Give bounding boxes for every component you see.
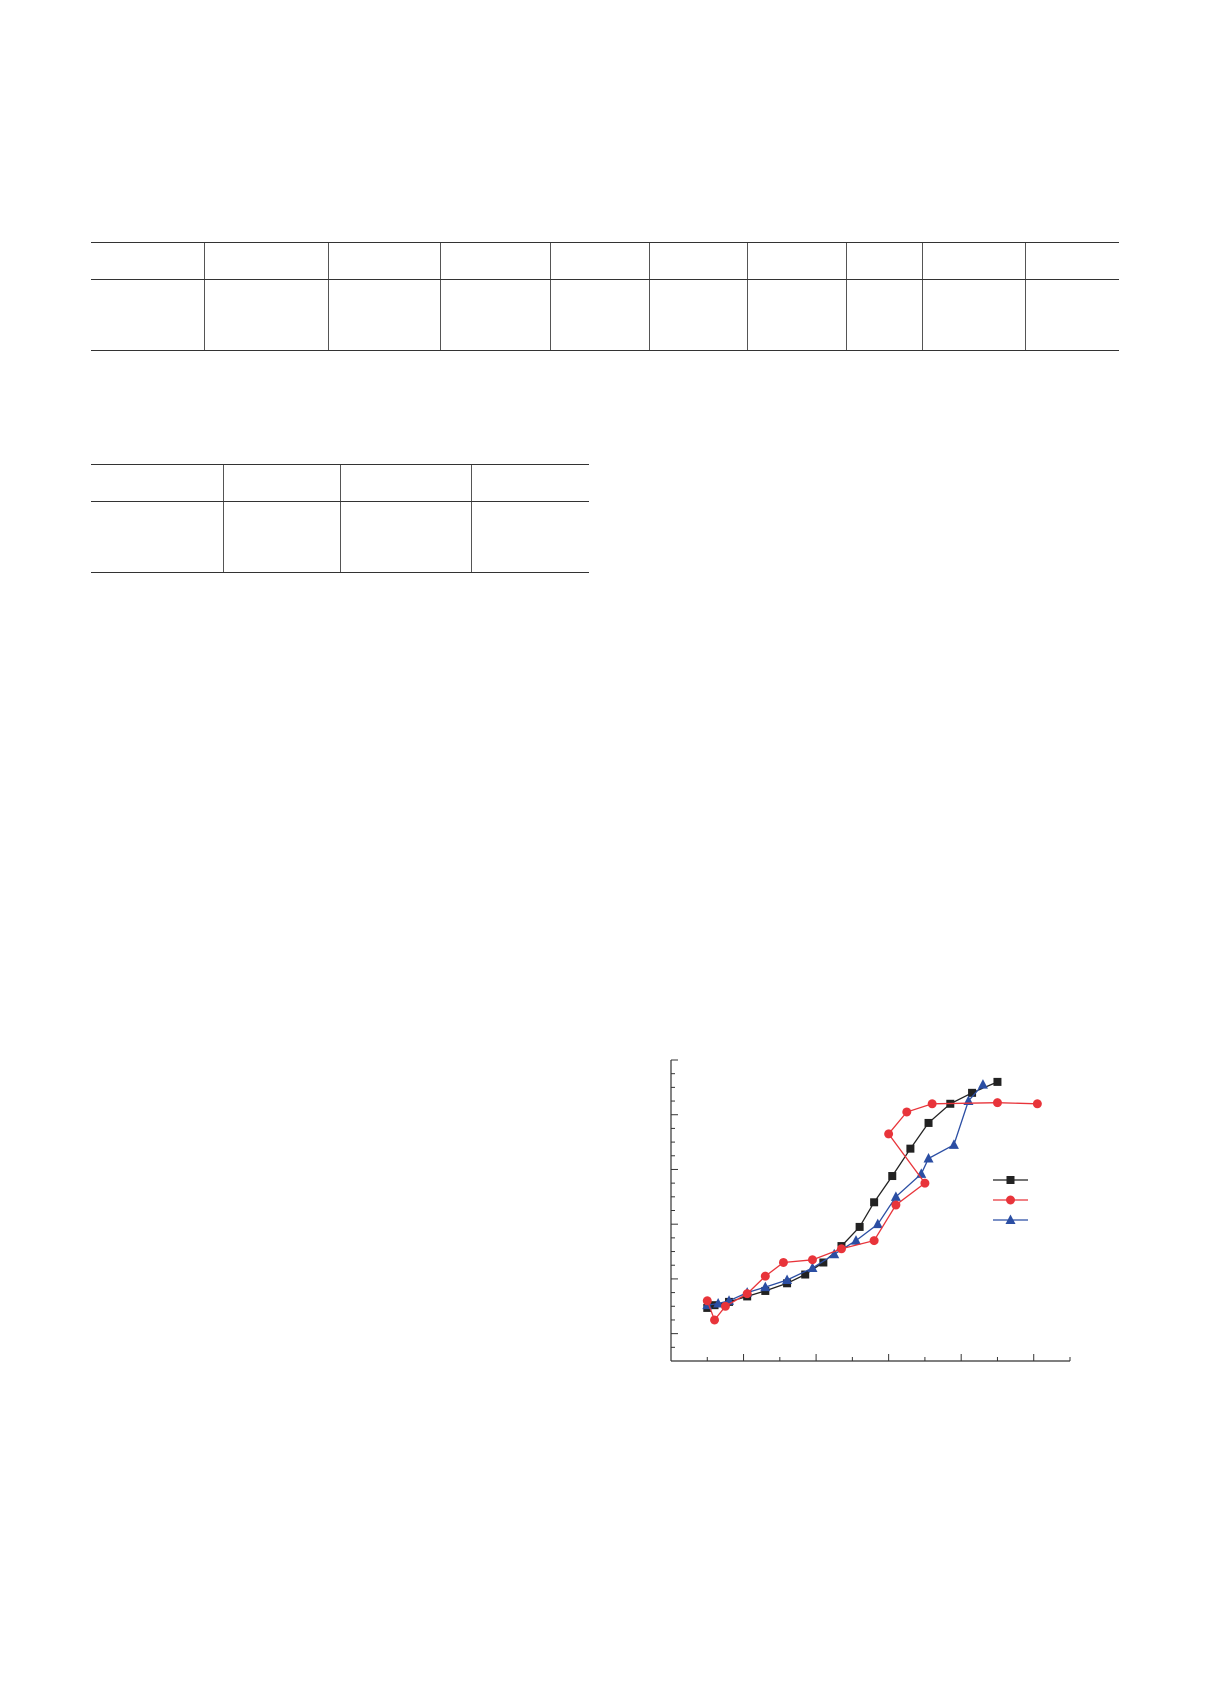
data-point-series-2 — [808, 1255, 817, 1264]
data-point-series-2 — [884, 1129, 893, 1138]
data-point-series-3 — [949, 1139, 959, 1149]
series-line-3 — [707, 1085, 983, 1306]
chart-series — [702, 1078, 1042, 1325]
table-cell — [846, 243, 922, 280]
data-point-series-2 — [779, 1258, 788, 1267]
data-point-series-1 — [906, 1145, 914, 1153]
data-point-series-3 — [891, 1191, 901, 1201]
table-cell — [550, 243, 649, 280]
data-point-series-3 — [924, 1153, 934, 1163]
table-cell — [91, 280, 204, 351]
table-cell — [922, 280, 1025, 351]
series-line-2 — [707, 1103, 1037, 1320]
data-point-series-2 — [743, 1289, 752, 1298]
data-point-series-2 — [928, 1099, 937, 1108]
table-cell — [91, 243, 204, 280]
legend-marker-1 — [1007, 1176, 1015, 1184]
table-cell — [223, 465, 340, 502]
table-cell — [649, 280, 747, 351]
table-cell — [204, 280, 328, 351]
table-cell — [91, 465, 223, 502]
table-cell — [204, 243, 328, 280]
table-cell — [1025, 280, 1119, 351]
data-point-series-2 — [837, 1244, 846, 1253]
table-cell — [922, 243, 1025, 280]
table-cell — [440, 243, 550, 280]
table-header-row — [91, 465, 589, 502]
data-point-series-2 — [870, 1236, 879, 1245]
data-point-series-2 — [993, 1098, 1002, 1107]
table-cell — [747, 243, 846, 280]
chart-legend — [993, 1176, 1028, 1224]
data-point-series-2 — [891, 1201, 900, 1210]
data-point-series-2 — [710, 1315, 719, 1324]
data-point-series-3 — [978, 1079, 988, 1089]
table-cell — [223, 502, 340, 573]
data-point-series-2 — [721, 1302, 730, 1311]
data-point-series-1 — [925, 1119, 933, 1127]
table-cell — [340, 465, 471, 502]
second-table — [91, 464, 589, 573]
table-cell — [550, 280, 649, 351]
table-cell — [471, 502, 589, 573]
table-cell — [328, 243, 440, 280]
legend-marker-3 — [1006, 1215, 1016, 1225]
table-cell — [747, 280, 846, 351]
data-point-series-2 — [703, 1296, 712, 1305]
data-point-series-1 — [888, 1172, 896, 1180]
table-row — [91, 502, 589, 573]
table-header-row — [91, 243, 1119, 280]
table-cell — [1025, 243, 1119, 280]
table-cell — [91, 502, 223, 573]
top-table — [91, 242, 1119, 351]
data-point-series-2 — [920, 1179, 929, 1188]
data-point-series-1 — [856, 1223, 864, 1231]
table-cell — [471, 465, 589, 502]
table-cell — [328, 280, 440, 351]
data-point-series-2 — [902, 1107, 911, 1116]
chart-canvas — [660, 1040, 1100, 1380]
line-chart — [660, 1040, 1100, 1380]
data-point-series-1 — [870, 1198, 878, 1206]
data-point-series-2 — [761, 1272, 770, 1281]
data-point-series-3 — [851, 1235, 861, 1245]
chart-axes — [671, 1060, 1070, 1361]
table-cell — [440, 280, 550, 351]
series-line-1 — [707, 1082, 997, 1308]
table-row — [91, 280, 1119, 351]
table-cell — [340, 502, 471, 573]
data-point-series-1 — [993, 1078, 1001, 1086]
data-point-series-2 — [1033, 1099, 1042, 1108]
data-point-series-3 — [782, 1275, 792, 1285]
table-cell — [649, 243, 747, 280]
table-cell — [846, 280, 922, 351]
legend-marker-2 — [1006, 1196, 1015, 1205]
